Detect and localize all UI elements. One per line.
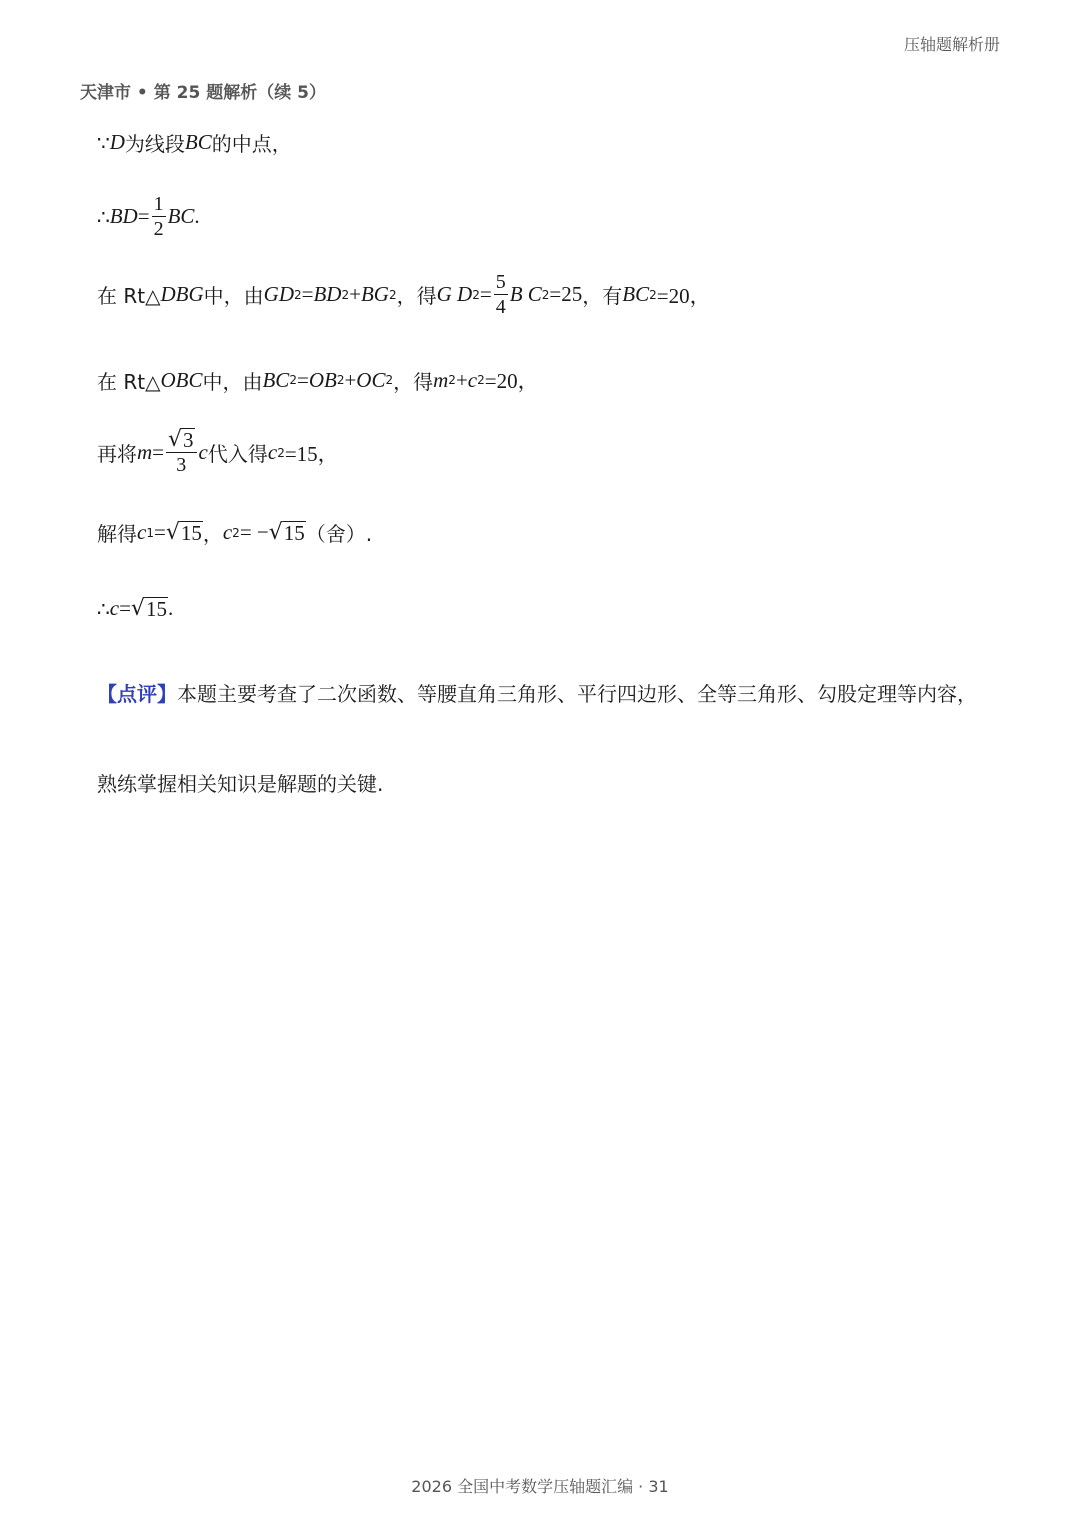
- comment-line-1: [97, 678, 977, 707]
- var-BC: BC: [167, 204, 195, 228]
- solution-line-7: ∴ c = √ 15 .: [97, 596, 174, 621]
- sqrt-15: √ 15: [130, 596, 167, 621]
- page-footer: 2026 全国中考数学压轴题汇编 · 31: [411, 1477, 669, 1496]
- sqrt-15: √ 15: [165, 520, 202, 545]
- text: 为线段: [124, 132, 185, 156]
- solution-line-5: 再将 m = √ 3 3 c 代入得 c 2 =15，: [97, 427, 339, 476]
- triangle-DBG: DBG: [160, 282, 204, 306]
- because-symbol: ∵: [97, 130, 110, 155]
- section-title: 天津市 • 第 25 题解析（续 5）: [80, 83, 326, 103]
- comment-line-2: [97, 768, 383, 797]
- solution-line-6: 解得 c 1 = √ 15 ， c 2 = − √ 15 （舍）.: [97, 520, 373, 546]
- fraction-root3-over-3: √ 3 3: [166, 428, 197, 477]
- solution-line-1: [97, 128, 292, 157]
- therefore-symbol: ∴: [97, 204, 110, 229]
- comment-text: 熟练掌握相关知识是解题的关键.: [97, 772, 384, 796]
- text: 的中点，: [211, 132, 292, 156]
- fraction-one-half: $\frac{1}{2}$: [153, 193, 164, 240]
- sqrt-15: √ 15: [268, 520, 305, 545]
- solution-line-3: 在 Rt△ DBG 中，由 GD 2 = BD 2 + BG 2 ，得 G D 2 = $\frac{5}{4}$ B C 2 =25 ，有 BC 2 =20，: [97, 271, 711, 318]
- solution-line-2: ∴ BD = $\frac{1}{2}$ BC .: [97, 193, 200, 240]
- equals: =: [137, 204, 150, 228]
- var-D: D: [109, 130, 125, 154]
- comment-text: 本题主要考查了二次函数、等腰直角三角形、平行四边形、全等三角形、勾股定理等内容，: [177, 682, 977, 706]
- fraction-five-quarters: $\frac{5}{4}$: [495, 271, 506, 318]
- var-BC: BC: [184, 130, 212, 154]
- book-title: 压轴题解析册: [903, 35, 1000, 54]
- var-BD: BD: [109, 204, 138, 228]
- triangle-OBC: OBC: [160, 367, 203, 392]
- comment-tag: 【点评】: [97, 682, 177, 706]
- solution-line-4: 在 Rt△ OBC 中，由 BC 2 = OB 2 + OC 2 ，得 m 2 + c 2 =20，: [97, 367, 539, 394]
